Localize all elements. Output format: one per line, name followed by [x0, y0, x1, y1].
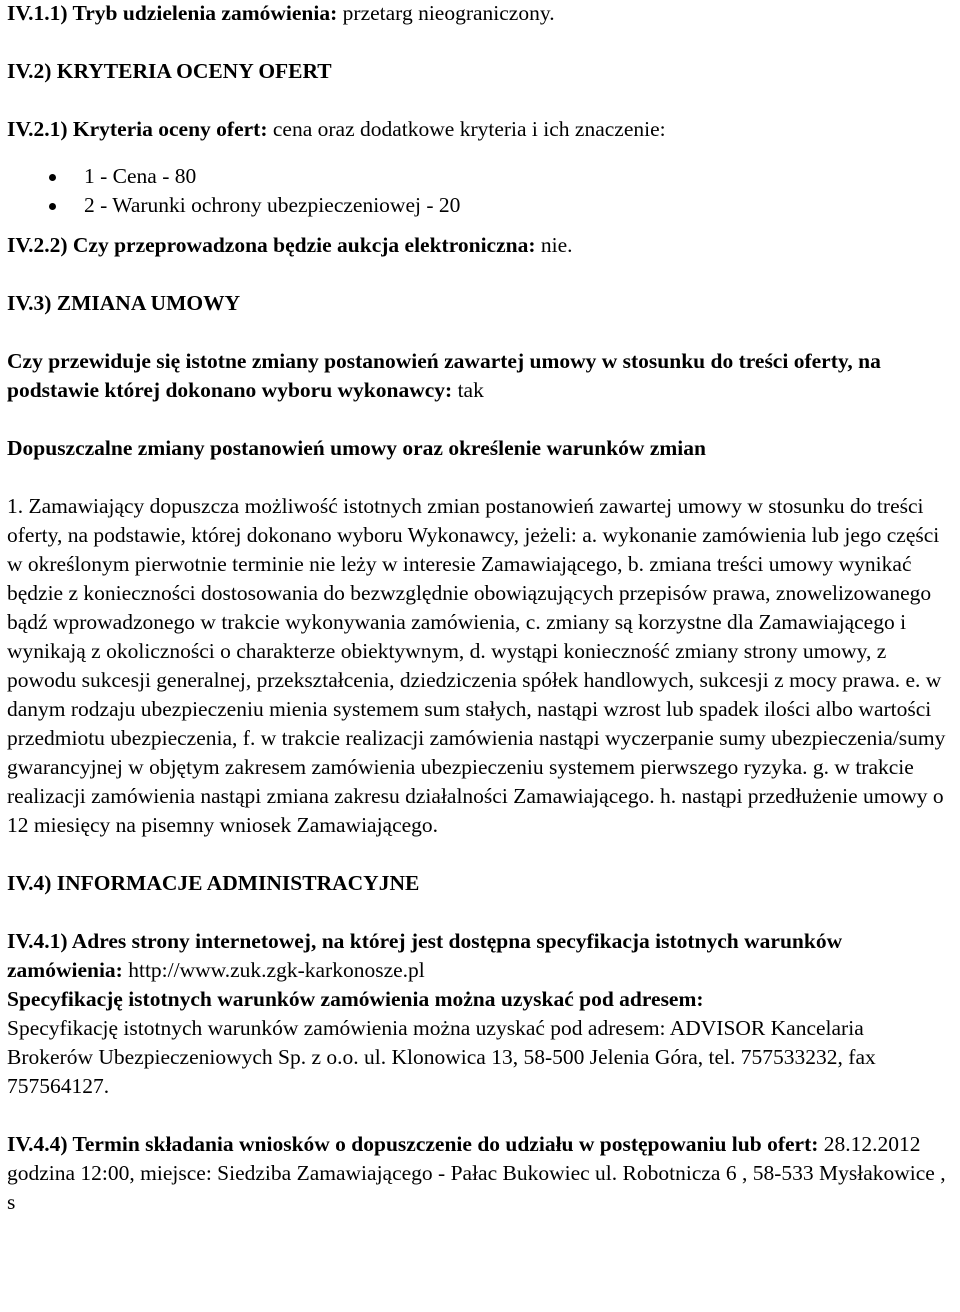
section-4-2-1-value: cena oraz dodatkowe kryteria i ich znaczenie: [272, 117, 666, 141]
section-4-3-subheading: Dopuszczalne zmiany postanowień umowy oraz określenie warunków zmian [7, 436, 706, 460]
criteria-item-text: 1 - Cena - 80 [84, 164, 197, 188]
section-4-3-question-label: Czy przewiduje się istotne zmiany postanowień zawartej umowy w stosunku do treści oferty, na podstawie której dokonano wyboru wykonawcy: [7, 349, 881, 402]
section-4-3-heading: IV.3) ZMIANA UMOWY [7, 291, 241, 315]
section-4-2-2-value: nie. [540, 233, 573, 257]
section-4-2-2 [7, 231, 948, 260]
section-4-1-1 [7, 0, 948, 28]
section-4-4-4 [7, 1130, 948, 1217]
siwz-label: Specyfikację istotnych warunków zamówienia można uzyskać pod adresem: [7, 987, 704, 1011]
bullet-icon [49, 203, 56, 210]
section-4-2-1 [7, 115, 948, 144]
section-4-2-1-label: IV.2.1) Kryteria oceny ofert: [7, 117, 268, 141]
section-4-4-1-label: IV.4.1) Adres strony internetowej, na której jest dostępna specyfikacja istotnych warunków zamówienia: [7, 929, 843, 982]
section-4-3-question-value: tak [457, 378, 484, 402]
section-4-4-heading: IV.4) INFORMACJE ADMINISTRACYJNE [7, 871, 420, 895]
section-4-1-1-value: przetarg nieograniczony. [342, 1, 555, 25]
section-4-1-1-label: IV.1.1) Tryb udzielenia zamówienia: [7, 1, 338, 25]
section-4-4-1 [7, 927, 948, 985]
criteria-item-text: 2 - Warunki ochrony ubezpieczeniowej - 20 [84, 193, 461, 217]
section-4-2-heading: IV.2) KRYTERIA OCENY OFERT [7, 59, 332, 83]
section-4-3-body: 1. Zamawiający dopuszcza możliwość istotnych zmian postanowień zawartej umowy w stosunku do treści oferty, na podstawie, której dokonano wyboru Wykonawcy, jeżeli: a. wykonanie zamówienia lub jego części w określonym pierwotnie terminie nie leży w interesie Zamawiającego, b. zmiana treści umowy wynikać będzie z konieczności dostosowania do bezwzględnie obowiązujących przepisów prawa, znowelizowanego bądź wprowadzonego w trakcie wykonywania zamówienia, c. zmiany są korzystne dla Zamawiającego i wynikają z okoliczności o charakterze obiektywnym, d. wystąpi konieczność zmiany strony umowy, z powodu sukcesji generalnej, przekształcenia, dziedziczenia spółek handlowych, sukcesji z mocy prawa. e. w danym rodzaju ubezpieczeniu mienia systemem sum stałych, nastąpi wzrost lub spadek ilości albo wartości przedmiotu ubezpieczenia, f. w trakcie realizacji zamówienia nastąpi wyczerpanie sumy ubezpieczenia/sumy gwarancyjnej w objętym zakresem zamówienia ubezpieczeniu systemem pierwszego ryzyka. g. w trakcie realizacji zamówienia nastąpi zmiana zakresu działalności Zamawiającego. h. nastąpi przedłużenie umowy o 12 miesięcy na pisemny wniosek Zamawiającego. [7, 494, 946, 837]
section-4-2-2-label: IV.2.2) Czy przeprowadzona będzie aukcja elektroniczna: [7, 233, 536, 257]
criteria-list [7, 162, 948, 220]
criteria-item [49, 191, 948, 220]
section-4-4-4-label: IV.4.4) Termin składania wniosków o dopuszczenie do udziału w postępowaniu lub ofert: [7, 1132, 819, 1156]
bullet-icon [49, 174, 56, 181]
section-4-3-question [7, 347, 948, 405]
section-4-4-1-value: http://www.zuk.zgk-karkonosze.pl [128, 958, 425, 982]
section-4-4-4-value: 28.12.2012 godzina 12:00, miejsce: Siedziba Zamawiającego - Pałac Bukowiec ul. Robotnicza 6 , 58-533 Mysłakowice , s [7, 1132, 946, 1214]
criteria-item [49, 162, 948, 191]
siwz-value: Specyfikację istotnych warunków zamówienia można uzyskać pod adresem: ADVISOR Kancelaria Brokerów Ubezpieczeniowych Sp. z o.o. ul. Klonowica 13, 58-500 Jelenia Góra, tel. 757533232, fax 757564127. [7, 1016, 876, 1098]
